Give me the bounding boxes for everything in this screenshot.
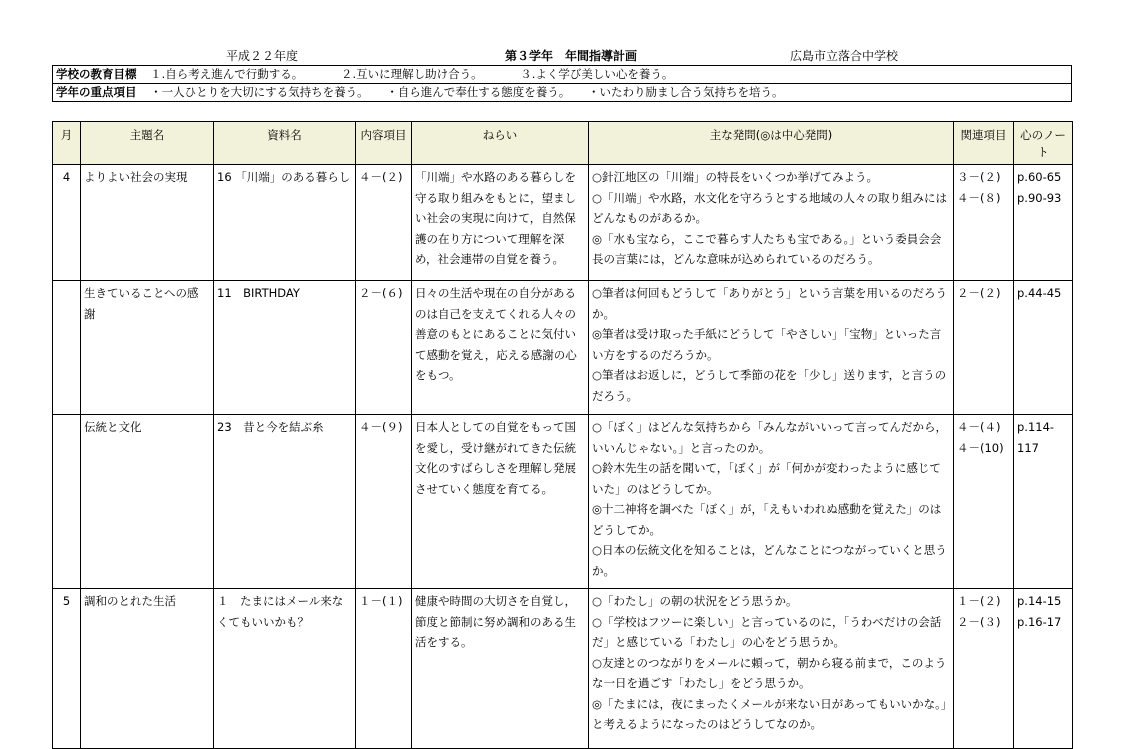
- question-line: ○「わたし」の朝の状況をどう思うか。: [592, 594, 798, 608]
- related-item: ４－(８): [957, 190, 1001, 205]
- related-item: １－(２): [957, 594, 1001, 608]
- aim-cell: 日々の生活や現在の自分があるのは自己を支えてくれる人々の善意のもとにあることに気付いて感動を覚え，応える感謝の心をもつ。: [412, 281, 589, 415]
- table-header-row: [53, 122, 1073, 165]
- note-page: p.14-15: [1017, 594, 1062, 608]
- related-item: ４－(10): [957, 440, 1004, 455]
- col-header-theme: 主題名: [81, 122, 214, 165]
- note-cell: [1014, 165, 1073, 281]
- question-line: ○鈴木先生の話を聞いて，「ぼく」が「何かが変わったように感じていた」のはどうしてか。: [592, 461, 941, 496]
- col-header-month: 月: [53, 122, 81, 165]
- question-line: ○針江地区の「川端」の特長をいくつか挙げてみよう。: [592, 170, 879, 184]
- aim-cell: 健康や時間の大切さを自覚し，節度と節制に努め調和のある生活をする。: [412, 589, 589, 749]
- material-cell: 11 BIRTHDAY: [214, 281, 356, 415]
- school-goal-item: １.自ら考え進んで行動する。: [150, 67, 304, 81]
- question-line: ◎筆者は受け取った手紙にどうして「やさしい」「宝物」といった言い方をするのだろうか。: [592, 327, 942, 362]
- month-cell: [53, 415, 81, 589]
- questions-cell: [589, 415, 954, 589]
- goals-table: [52, 65, 1072, 102]
- note-cell: [1014, 589, 1073, 749]
- questions-cell: [589, 589, 954, 749]
- school-goal-item: ３.よく学び美しい心を養う。: [520, 67, 674, 81]
- month-cell: 4: [53, 165, 81, 281]
- content-item-cell: １－(１): [356, 589, 412, 749]
- question-line: ○日本の伝統文化を知ることは，どんなことにつながっていくと思うか。: [592, 543, 947, 578]
- document-title: 第３学年 年間指導計画: [505, 49, 638, 63]
- questions-cell: [589, 281, 954, 415]
- related-item: ２－(２): [957, 286, 1001, 300]
- month-cell: 5: [53, 589, 81, 749]
- question-line: ○友達とのつながりをメールに頼って，朝から寝る前まで，このような一日を過ごす「わたし」をどう思うか。: [592, 655, 947, 690]
- content-item-cell: ４－(２): [356, 165, 412, 281]
- annual-plan-table: [52, 121, 1073, 749]
- related-cell: [954, 589, 1014, 749]
- col-header-aim: ねらい: [412, 122, 589, 165]
- related-cell: [954, 281, 1014, 415]
- questions-cell: [589, 165, 954, 281]
- table-row: [53, 165, 1073, 281]
- table-row: [53, 589, 1073, 749]
- aim-cell: 「川端」や水路のある暮らしを守る取り組みをもとに，望ましい社会の実現に向けて，自然保護の在り方について理解を深め，社会連帯の自覚を養う。: [412, 165, 589, 281]
- note-page: p.44-45: [1017, 286, 1062, 300]
- school-name: 広島市立落合中学校: [790, 49, 899, 63]
- related-cell: [954, 415, 1014, 589]
- question-line: ○筆者は何回もどうして「ありがとう」という言葉を用いるのだろうか。: [592, 286, 948, 321]
- school-goals-cell: [53, 66, 1072, 84]
- question-line: ○「川端」や水路，水文化を守ろうとする地域の人々の取り組みにはどんなものがあるか。: [592, 190, 948, 225]
- school-goal-item: ２.互いに理解し助け合う。: [340, 67, 483, 81]
- content-item-cell: ４－(９): [356, 415, 412, 589]
- note-page: p.90-93: [1017, 190, 1062, 205]
- related-item: ４－(４): [957, 420, 1001, 434]
- material-cell: １ たまにはメール来なくてもいいかも？: [214, 589, 356, 749]
- grade-focus-item: ・いたわり励まし合う気持ちを培う。: [587, 85, 784, 99]
- theme-cell: 伝統と文化: [81, 415, 214, 589]
- fiscal-year: 平成２２年度: [226, 49, 299, 63]
- theme-cell: 調和のとれた生活: [81, 589, 214, 749]
- question-line: ◎「たまには，夜にまったくメールが来ない日があってもいいかな。」と考えるようになったのはどうしてなのか。: [592, 696, 947, 731]
- col-header-related: 関連項目: [954, 122, 1014, 165]
- content-item-cell: ２－(６): [356, 281, 412, 415]
- material-cell: 23 昔と今を結ぶ糸: [214, 415, 356, 589]
- theme-cell: よりよい社会の実現: [81, 165, 214, 281]
- grade-focus-item: ・一人ひとりを大切にする気持ちを養う。: [150, 85, 369, 99]
- question-line: ◎「水も宝なら，ここで暮らす人たちも宝である。」という委員会会長の言葉には，どんな意味が込められているのだろう。: [592, 231, 942, 266]
- question-line: ○「ぼく」はどんな気持ちから「みんながいいって言ってんだから，いいんじゃない。」と言ったのか。: [592, 420, 948, 455]
- grade-focus-label: 学年の重点項目: [56, 85, 137, 99]
- table-row: [53, 415, 1073, 589]
- note-cell: [1014, 415, 1073, 589]
- related-item: ３－(２): [957, 170, 1001, 184]
- month-cell: [53, 281, 81, 415]
- theme-cell: 生きていることへの感謝: [81, 281, 214, 415]
- note-page: p.114-117: [1017, 420, 1055, 455]
- school-goals-row: [53, 66, 1072, 84]
- grade-focus-row: [53, 84, 1072, 102]
- table-row: [53, 281, 1073, 415]
- col-header-note: 心のノート: [1014, 122, 1073, 165]
- grade-focus-item: ・自ら進んで奉仕する態度を養う。: [386, 85, 571, 99]
- col-header-questions: 主な発問(◎は中心発問): [589, 122, 954, 165]
- grade-focus-cell: [53, 84, 1072, 102]
- col-header-content: 内容項目: [356, 122, 412, 165]
- related-item: ２－(３): [957, 614, 1001, 629]
- note-page: p.16-17: [1017, 614, 1062, 629]
- note-cell: [1014, 281, 1073, 415]
- material-cell: 16 「川端」のある暮らし: [214, 165, 356, 281]
- question-line: ◎十二神将を調べた「ぼく」が，「えもいわれぬ感動を覚えた」のはどうしてか。: [592, 502, 942, 537]
- note-page: p.60-65: [1017, 170, 1062, 184]
- related-cell: [954, 165, 1014, 281]
- question-line: ○「学校はフツーに楽しい」と言っているのに，「うわべだけの会話だ」と感じている「わたし」の心をどう思うか。: [592, 614, 942, 649]
- school-goals-label: 学校の教育目標: [56, 67, 137, 81]
- question-line: ○筆者はお返しに，どうして季節の花を「少し」送ります，と言うのだろう。: [592, 368, 947, 403]
- col-header-material: 資料名: [214, 122, 356, 165]
- aim-cell: 日本人としての自覚をもって国を愛し，受け継がれてきた伝統文化のすばらしさを理解し発展させていく態度を育てる。: [412, 415, 589, 589]
